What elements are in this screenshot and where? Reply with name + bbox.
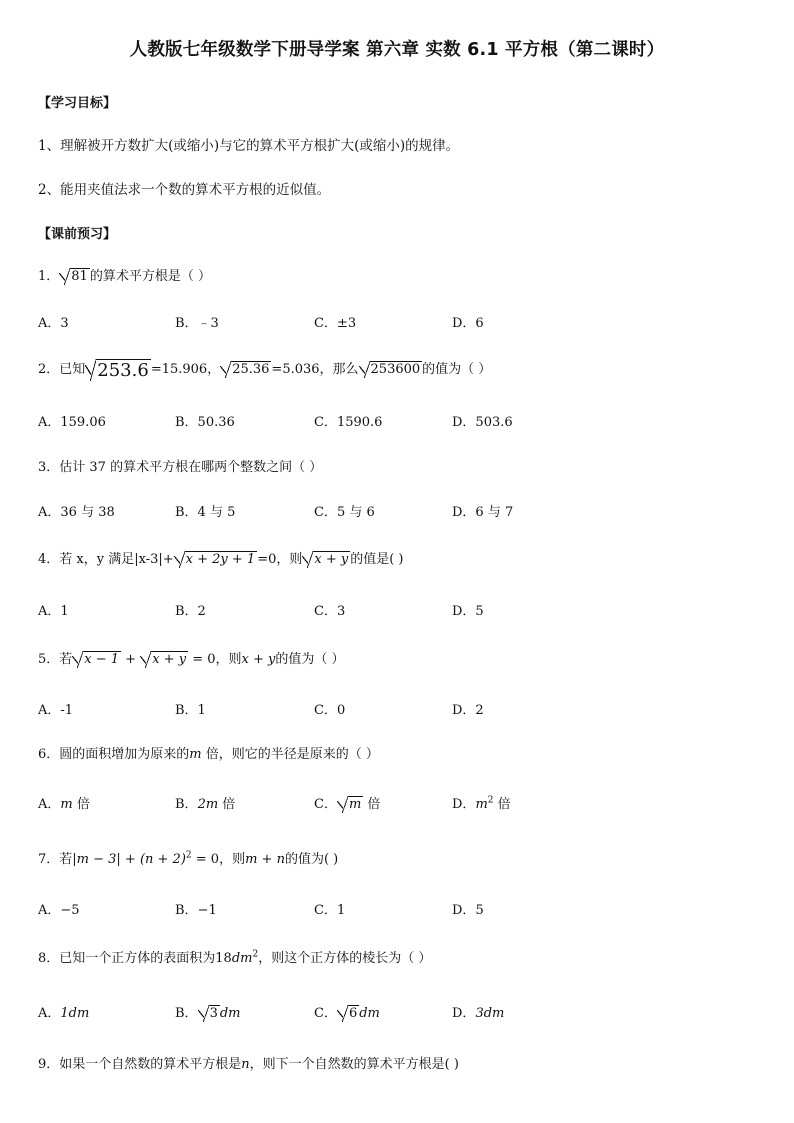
operator: + [121, 652, 141, 667]
sqrt-expression [198, 1005, 220, 1021]
radicand: x + y [314, 552, 349, 568]
math-value: 1 [60, 1006, 69, 1021]
radicand: x − 1 [84, 652, 120, 668]
option-b[interactable] [175, 899, 217, 918]
superscript: 2 [252, 949, 259, 960]
sqrt-expression [302, 551, 350, 567]
question-text: 9．如果一个自然数的算术平方根是 [38, 1057, 242, 1072]
radicand: 3 [209, 1006, 218, 1022]
math-expression: 2m [197, 797, 219, 812]
sqrt-expression [140, 651, 188, 667]
option-a[interactable] [38, 899, 80, 918]
option-label: D． [452, 903, 476, 918]
math-expression: m [475, 797, 488, 812]
radicand: x + 2y + 1 [185, 552, 256, 568]
option-c[interactable] [314, 899, 345, 918]
option-label: A． [38, 1006, 61, 1021]
question-text: 6．圆的面积增加为原来的 [38, 747, 190, 762]
option-d[interactable]: D．5 [452, 604, 484, 619]
option-label: A． [38, 903, 61, 918]
question-text: = 0，则 [191, 852, 246, 867]
option-d[interactable] [452, 793, 511, 812]
sqrt-expression [85, 359, 151, 381]
objective-2: 2、能用夹值法求一个数的算术平方根的近似值。 [38, 182, 331, 198]
question-8 [38, 947, 431, 966]
option-c[interactable]: C．5 与 6 [314, 505, 375, 520]
option-value: −5 [60, 903, 80, 918]
question-text: 的值为（ ） [422, 362, 492, 377]
page-title: 人教版七年级数学下册导学案 第六章 实数 6.1 平方根（第二课时） [129, 40, 665, 60]
sqrt-expression [337, 1005, 359, 1021]
question-2-options [38, 411, 738, 431]
math-unit: dm [359, 1006, 380, 1021]
option-unit: 倍 [363, 797, 381, 812]
option-d[interactable] [452, 1002, 504, 1021]
question-7-options [38, 899, 738, 919]
option-a[interactable]: A．159.06 [38, 415, 106, 430]
question-text: 7．若 [38, 852, 73, 867]
option-unit: 倍 [218, 797, 236, 812]
question-3: 3．估计 37 的算术平方根在哪两个整数之间（ ） [38, 460, 323, 475]
option-label: B． [175, 797, 198, 812]
question-text: = 0，则 [188, 652, 242, 667]
option-unit: 倍 [72, 797, 90, 812]
math-value: 18 [215, 951, 232, 966]
math-expression: |m − 3| + (n + 2) [72, 852, 186, 867]
option-d[interactable]: D．2 [452, 703, 484, 718]
question-text: 2．已知 [38, 362, 86, 377]
sqrt-expression [59, 268, 90, 284]
option-a[interactable]: A．1 [38, 604, 69, 619]
section-heading-preview: 【课前预习】 [38, 227, 117, 242]
question-text: 5．若 [38, 652, 73, 667]
sqrt-expression [359, 361, 423, 377]
objective-1: 1、理解被开方数扩大(或缩小)与它的算术平方根扩大(或缩小)的规律。 [38, 138, 460, 154]
question-text: 倍，则它的半径是原来的（ ） [201, 747, 379, 762]
question-text: =0，则 [257, 552, 303, 567]
superscript: 2 [185, 850, 192, 861]
option-a[interactable]: A．3 [38, 316, 69, 331]
value-text: =15.906， [150, 362, 221, 377]
math-variable: n [241, 1057, 250, 1072]
sqrt-expression [72, 651, 121, 667]
option-value: 5 [475, 903, 484, 918]
question-text: ，则这个正方体的棱长为（ ） [258, 951, 432, 966]
question-8-options [38, 1002, 738, 1022]
value-text: =5.036，那么 [271, 362, 359, 377]
option-b[interactable] [175, 793, 235, 812]
math-unit: dm [219, 1006, 241, 1021]
question-9 [38, 1053, 459, 1072]
math-expression: m [60, 797, 73, 812]
question-text: 的值为（ ） [275, 652, 345, 667]
math-unit: dm [231, 951, 253, 966]
question-2 [38, 358, 491, 381]
math-value: 3 [475, 1006, 484, 1021]
sqrt-expression [174, 551, 258, 567]
option-c[interactable]: C．±3 [314, 316, 357, 331]
option-label: B． [175, 1006, 198, 1021]
question-4 [38, 548, 403, 568]
question-3-options [38, 501, 738, 521]
superscript: 2 [487, 795, 494, 806]
option-a[interactable]: A．-1 [38, 703, 74, 718]
question-5-options [38, 699, 738, 719]
question-number: 1． [38, 269, 60, 284]
math-unit: dm [68, 1006, 90, 1021]
option-a[interactable]: A．36 与 38 [38, 505, 115, 520]
question-text: 8．已知一个正方体的表面积为 [38, 951, 216, 966]
radicand: 25.36 [232, 362, 270, 378]
radicand: m [348, 797, 362, 813]
question-text: 的值为( ) [284, 852, 339, 867]
option-b[interactable]: B．50.36 [175, 415, 235, 430]
question-5 [38, 648, 344, 668]
option-c[interactable]: C．1590.6 [314, 415, 383, 430]
option-d[interactable] [452, 899, 484, 918]
option-d[interactable]: D．6 与 7 [452, 505, 514, 520]
option-d[interactable]: D．6 [452, 316, 484, 331]
option-c[interactable] [314, 1002, 380, 1022]
option-a[interactable] [38, 1002, 89, 1021]
option-label: C． [314, 797, 337, 812]
option-a[interactable] [38, 793, 90, 812]
option-value: 1 [336, 903, 346, 918]
option-b[interactable] [175, 1002, 241, 1022]
math-unit: dm [483, 1006, 505, 1021]
question-6-options [38, 793, 738, 813]
option-value: −1 [197, 903, 217, 918]
sqrt-expression [220, 361, 271, 377]
radicand: 81 [71, 269, 88, 285]
option-unit: 倍 [493, 797, 511, 812]
radicand: 253.6 [97, 359, 149, 381]
option-c[interactable]: C．0 [314, 703, 346, 718]
radicand: 253600 [370, 362, 421, 378]
option-b[interactable]: B．1 [175, 703, 206, 718]
question-6 [38, 743, 379, 762]
option-label: D． [452, 797, 476, 812]
math-expression: m + n [245, 852, 285, 867]
option-c[interactable] [314, 793, 380, 813]
radicand: 6 [348, 1006, 358, 1022]
option-d[interactable]: D．503.6 [452, 415, 513, 430]
question-7 [38, 848, 338, 867]
question-text: ，则下一个自然数的算术平方根是( ) [249, 1057, 459, 1072]
option-b[interactable]: B．4 与 5 [175, 505, 236, 520]
question-text: 的值是( ) [350, 552, 404, 567]
option-label: A． [38, 797, 61, 812]
sqrt-expression [337, 796, 363, 812]
option-c[interactable]: C．3 [314, 604, 346, 619]
option-label: D． [452, 1006, 476, 1021]
question-text: 4．若 x，y 满足|x-3|+ [38, 552, 174, 567]
question-4-options [38, 600, 738, 620]
option-b[interactable]: B．2 [175, 604, 206, 619]
radicand: x + y [152, 652, 187, 668]
option-label: B． [175, 903, 198, 918]
math-expression: x + y [241, 652, 276, 667]
question-1-options [38, 312, 738, 332]
math-variable: m [189, 747, 202, 762]
question-text: 的算术平方根是（ ） [89, 269, 211, 284]
question-1 [38, 265, 211, 285]
option-label: C． [314, 903, 337, 918]
option-b[interactable]: B．﹣3 [175, 316, 219, 331]
option-label: C． [314, 1006, 337, 1021]
section-heading-objectives: 【学习目标】 [38, 96, 117, 111]
